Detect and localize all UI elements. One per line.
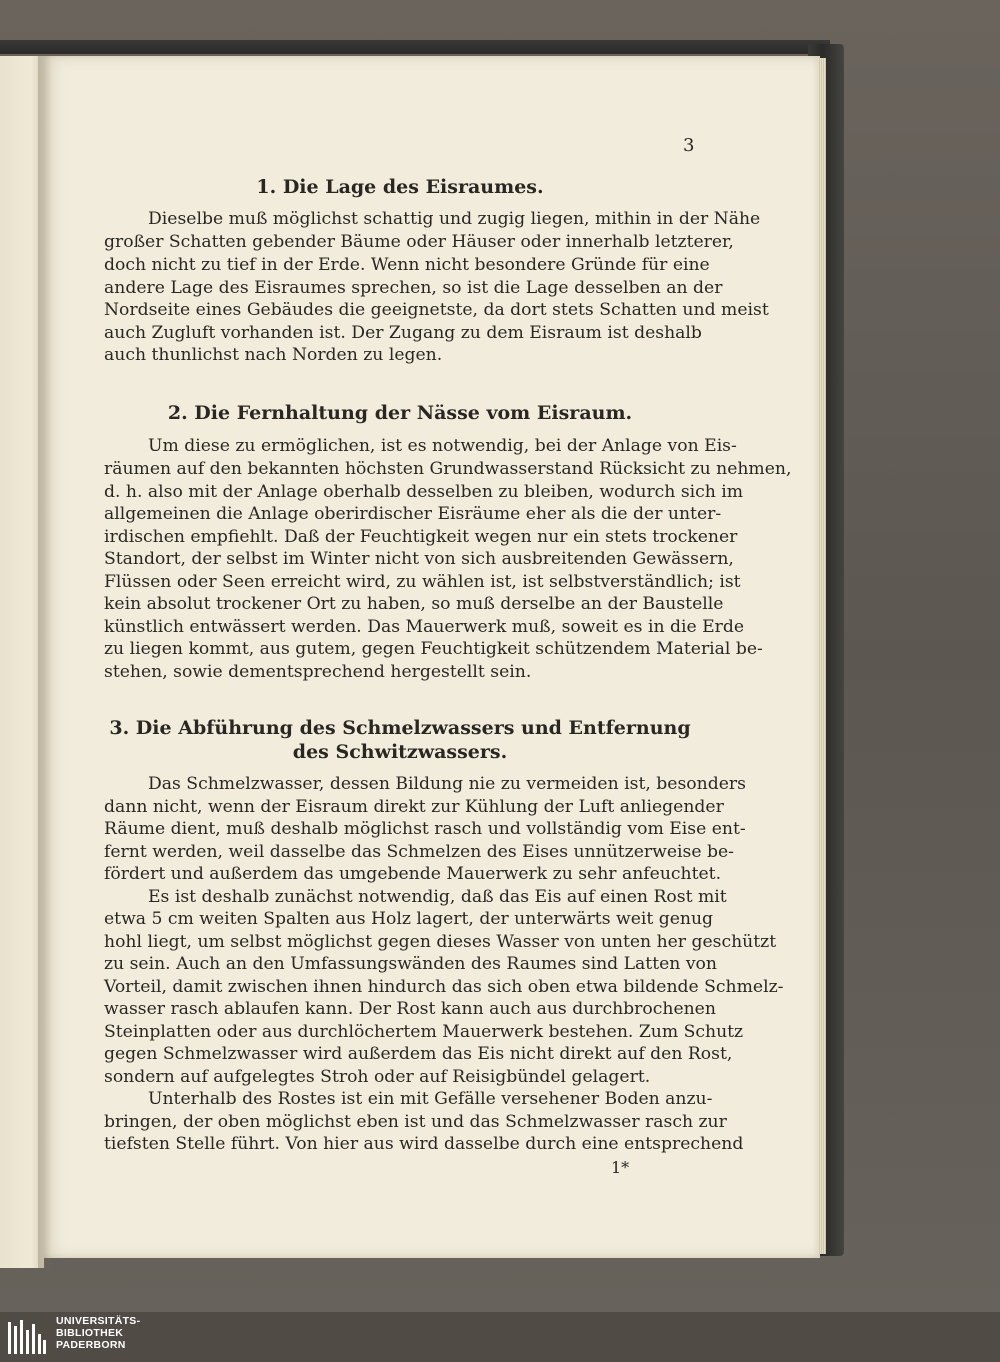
page-edges: [818, 58, 826, 1254]
text-line: irdischen empfiehlt. Daß der Feuchtigkeit wegen nur ein stets trockener: [104, 527, 738, 547]
library-footer-bar: [0, 1312, 1000, 1362]
text-line: sondern auf aufgelegtes Stroh oder auf Reisigbündel gelagert.: [104, 1067, 651, 1087]
text-line: Flüssen oder Seen erreicht wird, zu wählen ist, ist selbstverständlich; ist: [104, 572, 741, 592]
text-line: großer Schatten gebender Bäume oder Häuser oder innerhalb letzterer,: [104, 232, 734, 252]
library-name-line-1: UNIVERSITÄTS-: [56, 1315, 141, 1327]
text-line: gegen Schmelzwasser wird außerdem das Eis nicht direkt auf den Rost,: [104, 1044, 733, 1064]
section-3-heading: 3. Die Abführung des Schmelzwassers und Entfernung: [109, 717, 691, 739]
text-line: Räume dient, muß deshalb möglichst rasch und vollständig vom Eise ent-: [104, 819, 746, 839]
text-line: dann nicht, wenn der Eisraum direkt zur Kühlung der Luft anliegender: [104, 797, 724, 817]
text-line: kein absolut trockener Ort zu haben, so muß derselbe an der Baustelle: [104, 594, 724, 614]
text-line: Um diese zu ermöglichen, ist es notwendig, bei der Anlage von Eis-: [148, 436, 737, 456]
university-library-logo-icon: [6, 1316, 48, 1358]
text-line: allgemeinen die Anlage oberirdischer Eisräume eher als die der unter-: [104, 504, 722, 524]
text-line: künstlich entwässert werden. Das Mauerwerk muß, soweit es in die Erde: [104, 617, 745, 637]
book-cover-top: [0, 40, 830, 54]
text-line: zu sein. Auch an den Umfassungswänden des Raumes sind Latten von: [104, 954, 717, 974]
text-line: Es ist deshalb zunächst notwendig, daß das Eis auf einen Rost mit: [148, 887, 727, 907]
text-line: Steinplatten oder aus durchlöchertem Mauerwerk bestehen. Zum Schutz: [104, 1022, 744, 1042]
text-line: tiefsten Stelle führt. Von hier aus wird dasselbe durch eine entsprechend: [104, 1134, 744, 1154]
text-line: auch Zugluft vorhanden ist. Der Zugang zu dem Eisraum ist deshalb: [104, 323, 702, 343]
text-line: räumen auf den bekannten höchsten Grundwasserstand Rücksicht zu nehmen,: [104, 459, 792, 479]
text-line: Dieselbe muß möglichst schattig und zugig liegen, mithin in der Nähe: [148, 209, 761, 229]
text-line: wasser rasch ablaufen kann. Der Rost kann auch aus durchbrochenen: [104, 999, 716, 1019]
text-line: d. h. also mit der Anlage oberhalb desselben zu bleiben, wodurch sich im: [104, 482, 744, 502]
text-line: doch nicht zu tief in der Erde. Wenn nicht besondere Gründe für eine: [104, 255, 710, 275]
text-line: Standort, der selbst im Winter nicht von sich ausbreitenden Gewässern,: [104, 549, 734, 569]
text-line: auch thunlichst nach Norden zu legen.: [104, 345, 443, 365]
text-line: hohl liegt, um selbst möglichst gegen dieses Wasser von unten her geschützt: [104, 932, 777, 952]
text-line: andere Lage des Eisraumes sprechen, so ist die Lage desselben an der: [104, 278, 723, 298]
section-2-heading: 2. Die Fernhaltung der Nässe vom Eisraum.: [167, 402, 633, 424]
library-name-line-2: BIBLIOTHEK: [56, 1327, 124, 1339]
text-line: fördert und außerdem das umgebende Mauerwerk zu sehr anfeuchtet.: [104, 864, 722, 884]
signature-mark: 1*: [611, 1158, 630, 1177]
text-line: bringen, der oben möglichst eben ist und das Schmelzwasser rasch zur: [104, 1112, 727, 1132]
text-line: Nordseite eines Gebäudes die geeignetste, da dort stets Schatten und meist: [104, 300, 769, 320]
section-3-heading-continued: des Schwitzwassers.: [292, 741, 508, 763]
section-1-heading: 1. Die Lage des Eisraumes.: [256, 176, 544, 198]
text-line: fernt werden, weil dasselbe das Schmelzen des Eises unnützerweise be-: [104, 842, 734, 862]
text-line: Das Schmelzwasser, dessen Bildung nie zu vermeiden ist, besonders: [148, 774, 746, 794]
text-line: zu liegen kommt, aus gutem, gegen Feuchtigkeit schützendem Material be-: [104, 639, 763, 659]
text-line: stehen, sowie dementsprechend hergestellt sein.: [104, 662, 532, 682]
page-number: 3: [683, 135, 695, 156]
page-gutter-shadow: [38, 56, 52, 1268]
text-line: etwa 5 cm weiten Spalten aus Holz lagert, der unterwärts weit genug: [104, 909, 714, 929]
text-line: Vorteil, damit zwischen ihnen hindurch das sich oben etwa bildende Schmelz-: [104, 977, 784, 997]
library-name-line-3: PADERBORN: [56, 1339, 126, 1351]
text-line: Unterhalb des Rostes ist ein mit Gefälle versehener Boden anzu-: [148, 1089, 713, 1109]
